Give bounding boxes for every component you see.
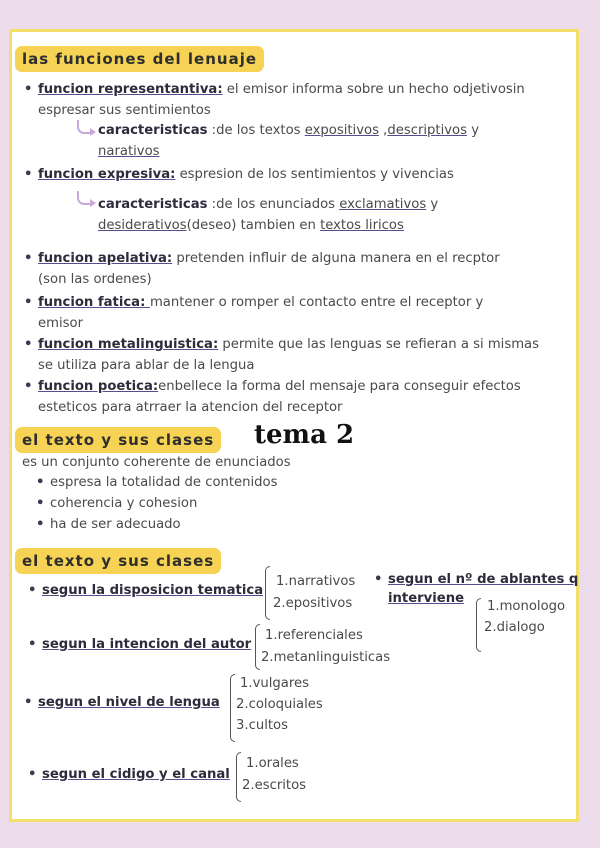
option: 2.epositivos [273, 596, 353, 611]
brace-icon [236, 752, 241, 802]
funcion-representativa-line1: • funcion representantiva: el emisor informa sobre un hecho odjetivosin [38, 79, 525, 101]
funcion-apelativa-line1: • funcion apelativa: pretenden influir de alguna manera en el recptor [38, 248, 500, 270]
funcion-fatica-line2: emisor [38, 316, 83, 331]
clase-codigo-canal: • segun el cidigo y el canal [42, 764, 230, 786]
clase-nivel-lengua: • segun el nivel de lengua [38, 692, 220, 714]
option: 2.metanlinguisticas [261, 650, 391, 665]
arrowhead-icon [90, 199, 96, 207]
clase-intencion: • segun la intencion del autor [42, 634, 251, 656]
option: 1.monologo [487, 599, 566, 614]
funcion-poetica-line1: • funcion poetica:enbellece la forma del mensaje para conseguir efectos [38, 376, 521, 398]
funcion-apelativa-line2: (son las ordenes) [38, 272, 152, 287]
texto-item: • espresa la totalidad de contenidos [50, 472, 277, 494]
brace-icon [476, 598, 481, 652]
texto-definicion: es un conjunto coherente de enunciados [22, 455, 291, 470]
option: 1.vulgares [240, 676, 309, 691]
heading-texto-clases: el texto y sus clases [15, 427, 221, 453]
arrowhead-icon [90, 128, 96, 136]
arrow-icon [77, 120, 91, 134]
brace-icon [230, 674, 235, 742]
option: 1.referenciales [265, 628, 363, 643]
texto-item: • ha de ser adecuado [50, 514, 181, 536]
funcion-metalinguistica-line1: • funcion metalinguistica: permite que las lenguas se refieran a si mismas [38, 334, 539, 356]
option: 2.coloquiales [236, 697, 323, 712]
f1-caracteristicas: caracteristicas :de los textos expositivos ,descriptivos y [98, 123, 479, 138]
funcion-expresiva: • funcion expresiva: espresion de los sentimientos y vivencias [38, 164, 454, 186]
funcion-representativa-line2: espresar sus sentimientos [38, 103, 211, 118]
texto-item: • coherencia y cohesion [50, 493, 197, 515]
f2-caracteristicas: caracteristicas :de los enunciados exclamativos y [98, 197, 439, 212]
heading-texto-clases-2: el texto y sus clases [15, 548, 221, 574]
f1-narativos: narativos [98, 144, 160, 159]
option: 1.orales [246, 756, 299, 771]
clase-hablantes-line2: interviene [388, 591, 465, 606]
clase-hablantes: • segun el nº de ablantes q [388, 569, 578, 591]
f2-caracteristicas-line2: desiderativos(deseo) tambien en textos liricos [98, 218, 404, 233]
heading-funciones: las funciones del lenuaje [15, 46, 264, 72]
clase-disposicion: • segun la disposicion tematica [42, 580, 263, 602]
funcion-metalinguistica-line2: se utiliza para ablar de la lengua [38, 358, 255, 373]
option: 2.escritos [242, 778, 307, 793]
option: 1.narrativos [276, 574, 356, 589]
funcion-poetica-line2: esteticos para atrraer la atencion del receptor [38, 400, 343, 415]
funcion-fatica-line1: • funcion fatica: mantener o romper el contacto entre el receptor y [38, 292, 483, 314]
brace-icon [255, 624, 260, 670]
arrow-icon [77, 191, 91, 205]
option: 3.cultos [236, 718, 288, 733]
tema-title: tema 2 [254, 420, 355, 450]
option: 2.dialogo [484, 620, 545, 635]
brace-icon [265, 566, 270, 620]
